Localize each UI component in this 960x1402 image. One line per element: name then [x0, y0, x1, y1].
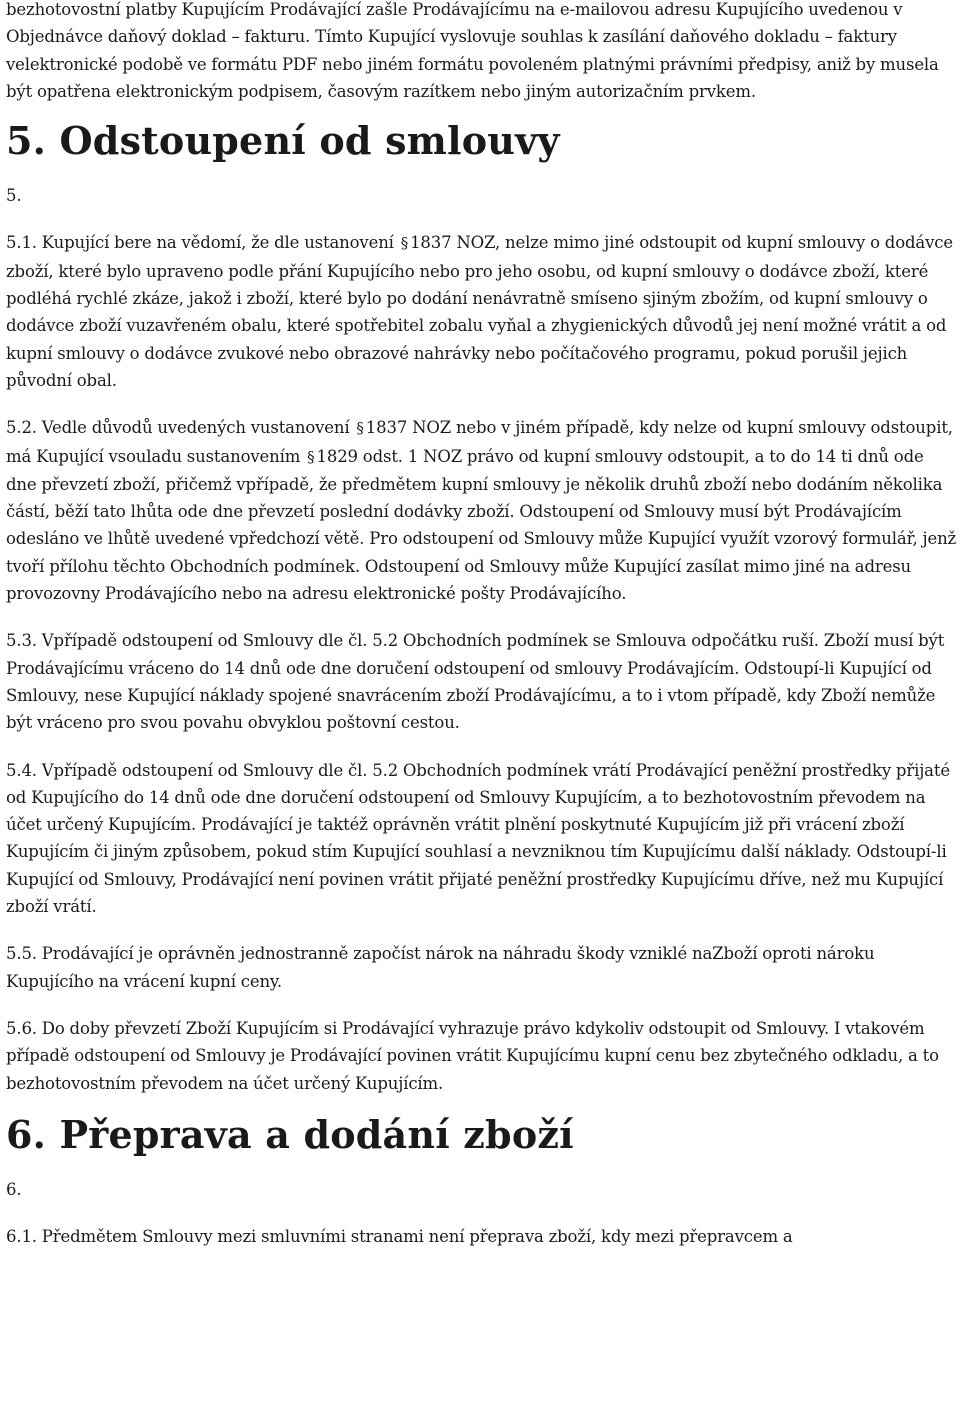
section-sign-icon: § [356, 419, 364, 438]
section-5-heading: 5. Odstoupení od smlouvy [6, 118, 560, 164]
paragraph-5-2-rest: 1829 odst. 1 NOZ právo od kupní smlouvy odstoupit, a to do 14 ti dnů ode dne převzetí zboží, přičemž vpřípadě, že předmětem kupní smlouvy je několik druhů zboží nebo dodáním několika částí, běží tato lhůta ode dne převzetí poslední dodávky zboží. Odstoupení od Smlouvy musí být Prodávajícím odesláno ve lhůtě uvedené vpředchozí větě. Pro odstoupení od Smlouvy může Kupující využít vzorový formulář, jenž tvoří přílohu těchto Obchodních podmínek. Odstoupení od Smlouvy může Kupující zasílat mimo jiné na adresu provozovny Prodávajícího nebo na adresu elektronické pošty Prodávajícího. [6, 446, 957, 604]
section-5-marker: 5. [6, 186, 22, 206]
paragraph-5-1 [6, 229, 958, 394]
paragraph-5-1-rest: 1837 NOZ, nelze mimo jiné odstoupit od kupní smlouvy o dodávce zboží, které bylo upraveno podle přání Kupujícího nebo pro jeho osobu, od kupní smlouvy o dodávce zboží, které podléhá rychlé zkáze, jakož i zboží, které bylo po dodání nenávratně smíseno sjiným zbožím, od kupní smlouvy o dodávce zboží vuzavřeném obalu, které spotřebitel zobalu vyňal a zhygienických důvodů jej není možné vrátit a od kupní smlouvy o dodávce zvukové nebo obrazové nahrávky nebo počítačového programu, pokud porušil jejich původní obal. [6, 233, 953, 390]
section-6-heading: 6. Přeprava a dodání zboží [6, 1111, 574, 1157]
section-sign-icon: § [400, 234, 409, 253]
paragraph-5-2-mid: 1837 NOZ nebo v jiném případě, kdy nelze od kupní smlouvy odstoupit, má Kupující vsouladu sustanovením [6, 418, 953, 466]
paragraph-5-2-start: 5.2. Vedle důvodů uvedených vustanovení [6, 418, 350, 438]
section-6-marker: 6. [6, 1179, 22, 1199]
paragraph-5-6: 5.6. Do doby převzetí Zboží Kupujícím si Prodávající vyhrazuje právo kdykoliv odstoupit od Smlouvy. I vtakovém případě odstoupení od Smlouvy je Prodávající povinen vrátit Kupujícímu kupní cenu bez zbytečného odkladu, a to bezhotovostním převodem na účet určený Kupujícím. [6, 1018, 939, 1093]
paragraph-5-3: 5.3. Vpřípadě odstoupení od Smlouvy dle čl. 5.2 Obchodních podmínek se Smlouva odpočátku ruší. Zboží musí být Prodávajícímu vráceno do 14 dnů ode dne doručení odstoupení od smlouvy Prodávajícím. Odstoupí-li Kupující od Smlouvy, nese Kupující náklady spojené snavrácením zboží Prodávajícímu, a to i vtom případě, kdy Zboží nemůže být vráceno pro svou povahu obvyklou poštovní cestou. [6, 631, 945, 733]
paragraph-6-1: 6.1. Předmětem Smlouvy mezi smluvními stranami není přeprava zboží, kdy mezi přepravcem a [6, 1227, 793, 1247]
paragraph-5-5: 5.5. Prodávající je oprávněn jednostranně započíst nárok na náhradu škody vzniklé naZboží oproti nároku Kupujícího na vrácení kupní ceny. [6, 944, 875, 991]
intro-paragraph: bezhotovostní platby Kupujícím Prodávající zašle Prodávajícímu na e-mailovou adresu Kupujícího uvedenou v Objednávce daňový doklad – fakturu. Tímto Kupující vyslovuje souhlas k zasílání daňového dokladu – faktury velektronické podobě ve formátu PDF nebo jiném formátu povoleném platnými právními předpisy, aniž by musela být opatřena elektronickým podpisem, časovým razítkem nebo jiným autorizačním prvkem. [6, 0, 939, 101]
paragraph-5-2 [6, 414, 958, 607]
document-content [6, 0, 958, 1250]
paragraph-5-1-start: 5.1. Kupující bere na vědomí, že dle ustanovení [6, 233, 394, 253]
section-sign-icon: § [307, 447, 315, 466]
paragraph-5-4: 5.4. Vpřípadě odstoupení od Smlouvy dle čl. 5.2 Obchodních podmínek vrátí Prodávající peněžní prostředky přijaté od Kupujícího do 14 dnů ode dne doručení odstoupení od Smlouvy Kupujícím, a to bezhotovostním převodem na účet určený Kupujícím. Prodávající je taktéž oprávněn vrátit plnění poskytnuté Kupujícím již při vrácení zboží Kupujícím či jiným způsobem, pokud stím Kupující souhlasí a nevzniknou tím Kupujícímu další náklady. Odstoupí-li Kupující od Smlouvy, Prodávající není povinen vrátit přijaté peněžní prostředky Kupujícímu dříve, než mu Kupující zboží vrátí. [6, 760, 950, 917]
